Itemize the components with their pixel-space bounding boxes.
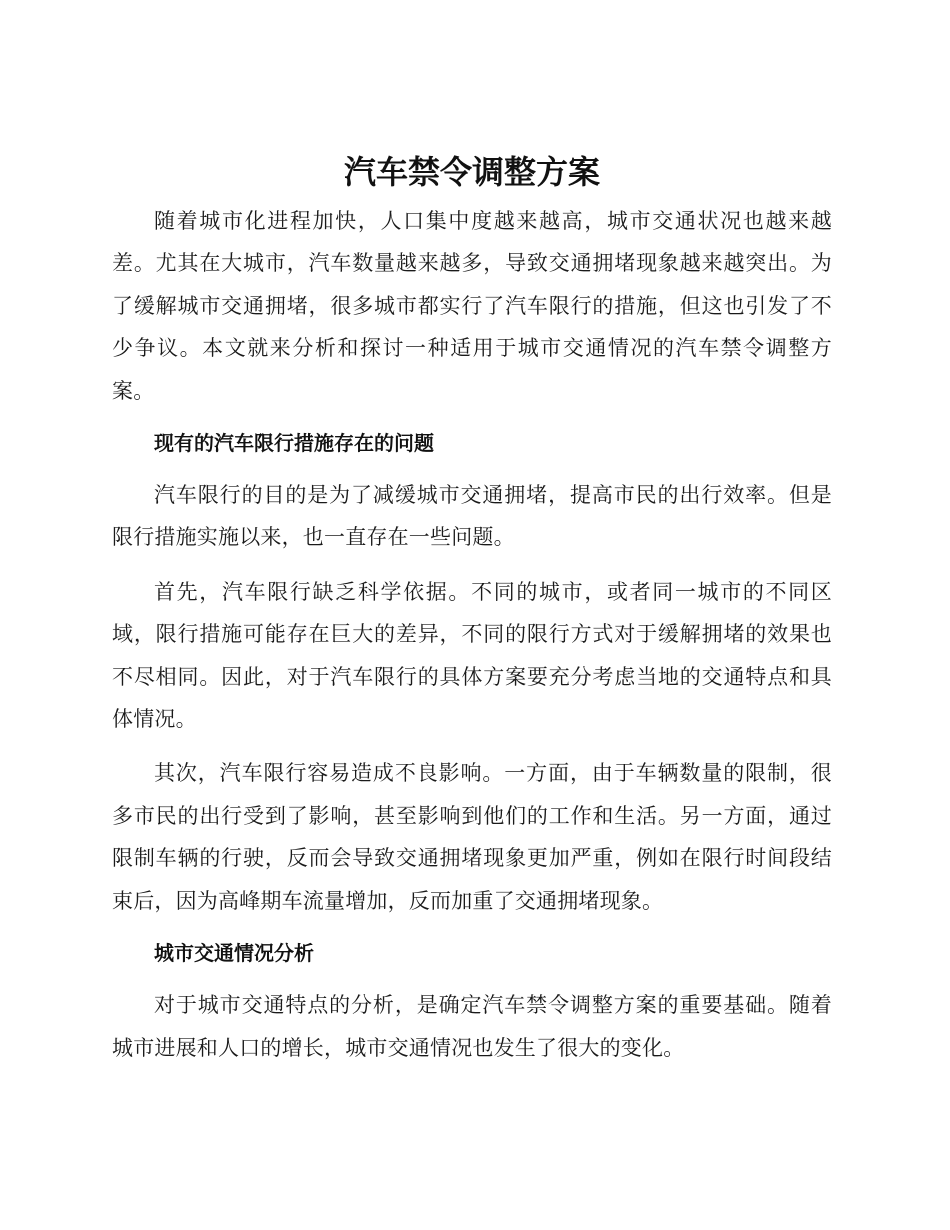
paragraph-second-issue: 其次，汽车限行容易造成不良影响。一方面，由于车辆数量的限制，很多市民的出行受到了影响，甚至影响到他们的工作和生活。另一方面，通过限制车辆的行驶，反而会导致交通拥堵现象更加严重，例如在限行时间段结束后，因为高峰期车流量增加，反而加重了交通拥堵现象。 <box>112 761 832 913</box>
spacer <box>112 559 832 571</box>
section-heading-traffic-analysis: 城市交通情况分析 <box>154 941 314 966</box>
paragraph-traffic-analysis: 对于城市交通特点的分析，是确定汽车禁令调整方案的重要基础。随着城市进展和人口的增长，城市交通情况也发生了很大的变化。 <box>112 993 832 1060</box>
section-heading-problems: 现有的汽车限行措施存在的问题 <box>154 431 434 456</box>
intro-paragraph: 随着城市化进程加快，人口集中度越来越高，城市交通状况也越来越差。尤其在大城市，汽车数量越来越多，导致交通拥堵现象越来越突出。为了缓解城市交通拥堵，很多城市都实行了汽车限行的措施，但这也引发了不少争议。本文就来分析和探讨一种适用于城市交通情况的汽车禁令调整方案。 <box>112 209 832 403</box>
spacer <box>112 974 832 984</box>
spacer <box>112 464 832 474</box>
document-page <box>112 148 832 1069</box>
paragraph-purpose: 汽车限行的目的是为了减缓城市交通拥堵，提高市民的出行效率。但是限行措施实施以来，也一直存在一些问题。 <box>112 483 832 550</box>
document-title: 汽车禁令调整方案 <box>343 153 600 191</box>
spacer <box>112 922 832 932</box>
paragraph-first-issue: 首先，汽车限行缺乏科学依据。不同的城市，或者同一城市的不同区域，限行措施可能存在巨大的差异，不同的限行方式对于缓解拥堵的效果也不尽相同。因此，对于汽车限行的具体方案要充分考虑当地的交通特点和具体情况。 <box>112 579 832 732</box>
spacer <box>112 740 832 752</box>
spacer <box>112 412 832 422</box>
